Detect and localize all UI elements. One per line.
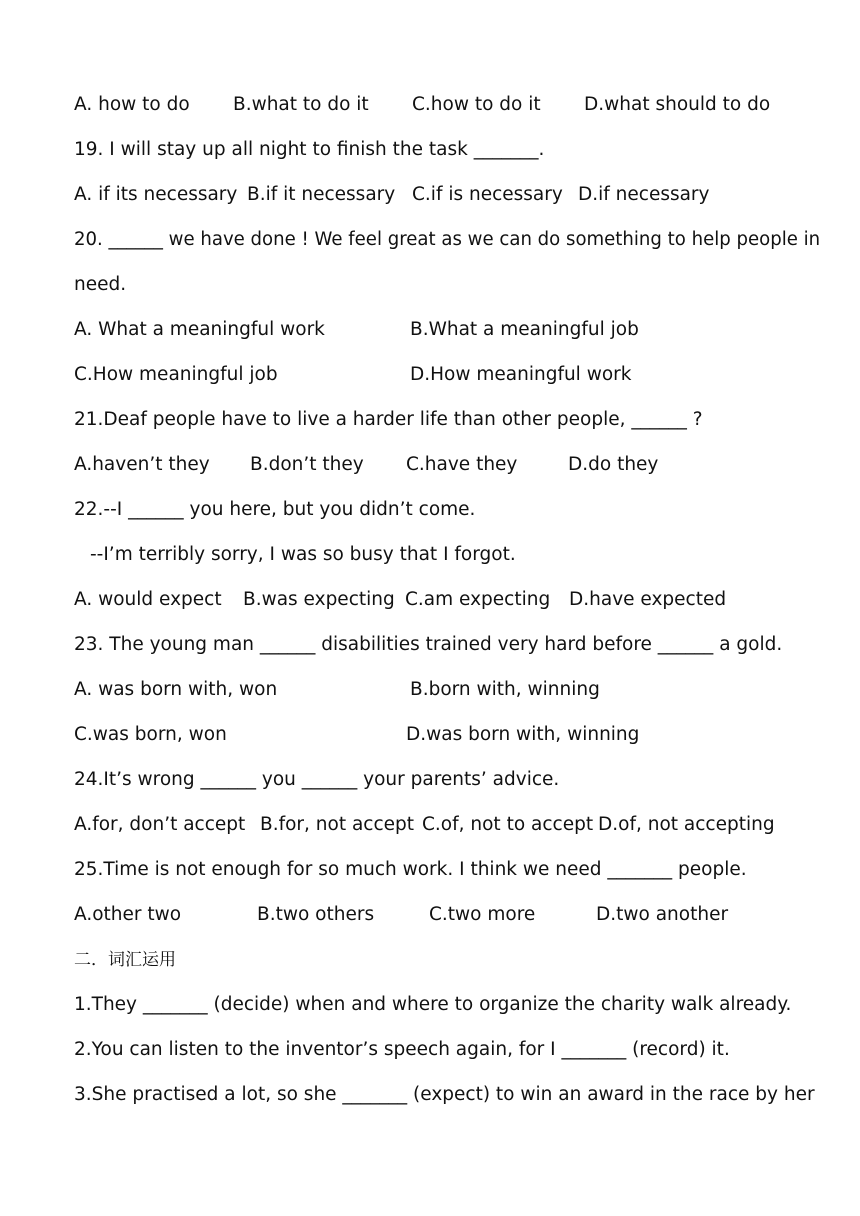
section2-item-2: 2.You can listen to the inventor’s speech again, for I _______ (record) it. [74, 1039, 730, 1060]
q21-option-b: B.don’t they [250, 454, 364, 475]
q25-option-b: B.two others [257, 904, 375, 925]
q18-option-c: C.how to do it [412, 94, 541, 115]
q20-option-c: C.How meaningful job [74, 364, 278, 385]
q23-stem: 23. The young man ______ disabilities trained very hard before ______ a gold. [74, 634, 783, 655]
section2-heading: 二．词汇运用 [74, 950, 176, 970]
q24-option-c: C.of, not to accept [422, 814, 594, 835]
q23-option-b: B.born with, winning [410, 679, 600, 700]
q20-option-d: D.How meaningful work [410, 364, 632, 385]
q18-option-a: A. how to do [74, 94, 190, 115]
q23-option-a: A. was born with, won [74, 679, 278, 700]
q22-option-a: A. would expect [74, 589, 222, 610]
q18-option-d: D.what should to do [584, 94, 771, 115]
q24-option-a: A.for, don’t accept [74, 814, 246, 835]
q22-stem: 22.--I ______ you here, but you didn’t come. [74, 499, 476, 520]
q20-option-b: B.What a meaningful job [410, 319, 639, 340]
q22-option-c: C.am expecting [405, 589, 551, 610]
q19-stem: 19. I will stay up all night to finish the task _______. [74, 139, 545, 160]
q24-stem: 24.It’s wrong ______ you ______ your parents’ advice. [74, 769, 560, 790]
q21-option-c: C.have they [406, 454, 518, 475]
q19-option-b: B.if it necessary [247, 184, 396, 205]
q21-stem: 21.Deaf people have to live a harder life than other people, ______ ? [74, 409, 703, 430]
q22-option-b: B.was expecting [243, 589, 395, 610]
q21-option-a: A.haven’t they [74, 454, 210, 475]
q25-option-c: C.two more [429, 904, 536, 925]
q18-option-b: B.what to do it [233, 94, 369, 115]
q21-option-d: D.do they [568, 454, 659, 475]
q22-option-d: D.have expected [569, 589, 727, 610]
q23-option-d: D.was born with, winning [406, 724, 640, 745]
q20-stem-line2: need. [74, 274, 127, 295]
section2-item-3: 3.She practised a lot, so she _______ (expect) to win an award in the race by her [74, 1084, 815, 1105]
q25-option-a: A.other two [74, 904, 182, 925]
q23-option-c: C.was born, won [74, 724, 227, 745]
q24-option-b: B.for, not accept [260, 814, 415, 835]
section2-item-1: 1.They _______ (decide) when and where to organize the charity walk already. [74, 994, 792, 1015]
q22-reply: --I’m terribly sorry, I was so busy that I forgot. [90, 544, 516, 565]
q19-option-c: C.if is necessary [412, 184, 563, 205]
q20-option-a: A. What a meaningful work [74, 319, 325, 340]
q25-stem: 25.Time is not enough for so much work. I think we need _______ people. [74, 859, 747, 880]
q19-option-a: A. if its necessary [74, 184, 238, 205]
q24-option-d: D.of, not accepting [598, 814, 775, 835]
q19-option-d: D.if necessary [578, 184, 710, 205]
q25-option-d: D.two another [596, 904, 729, 925]
q20-stem-line1: 20. ______ we have done ! We feel great as we can do something to help people in [74, 229, 821, 250]
